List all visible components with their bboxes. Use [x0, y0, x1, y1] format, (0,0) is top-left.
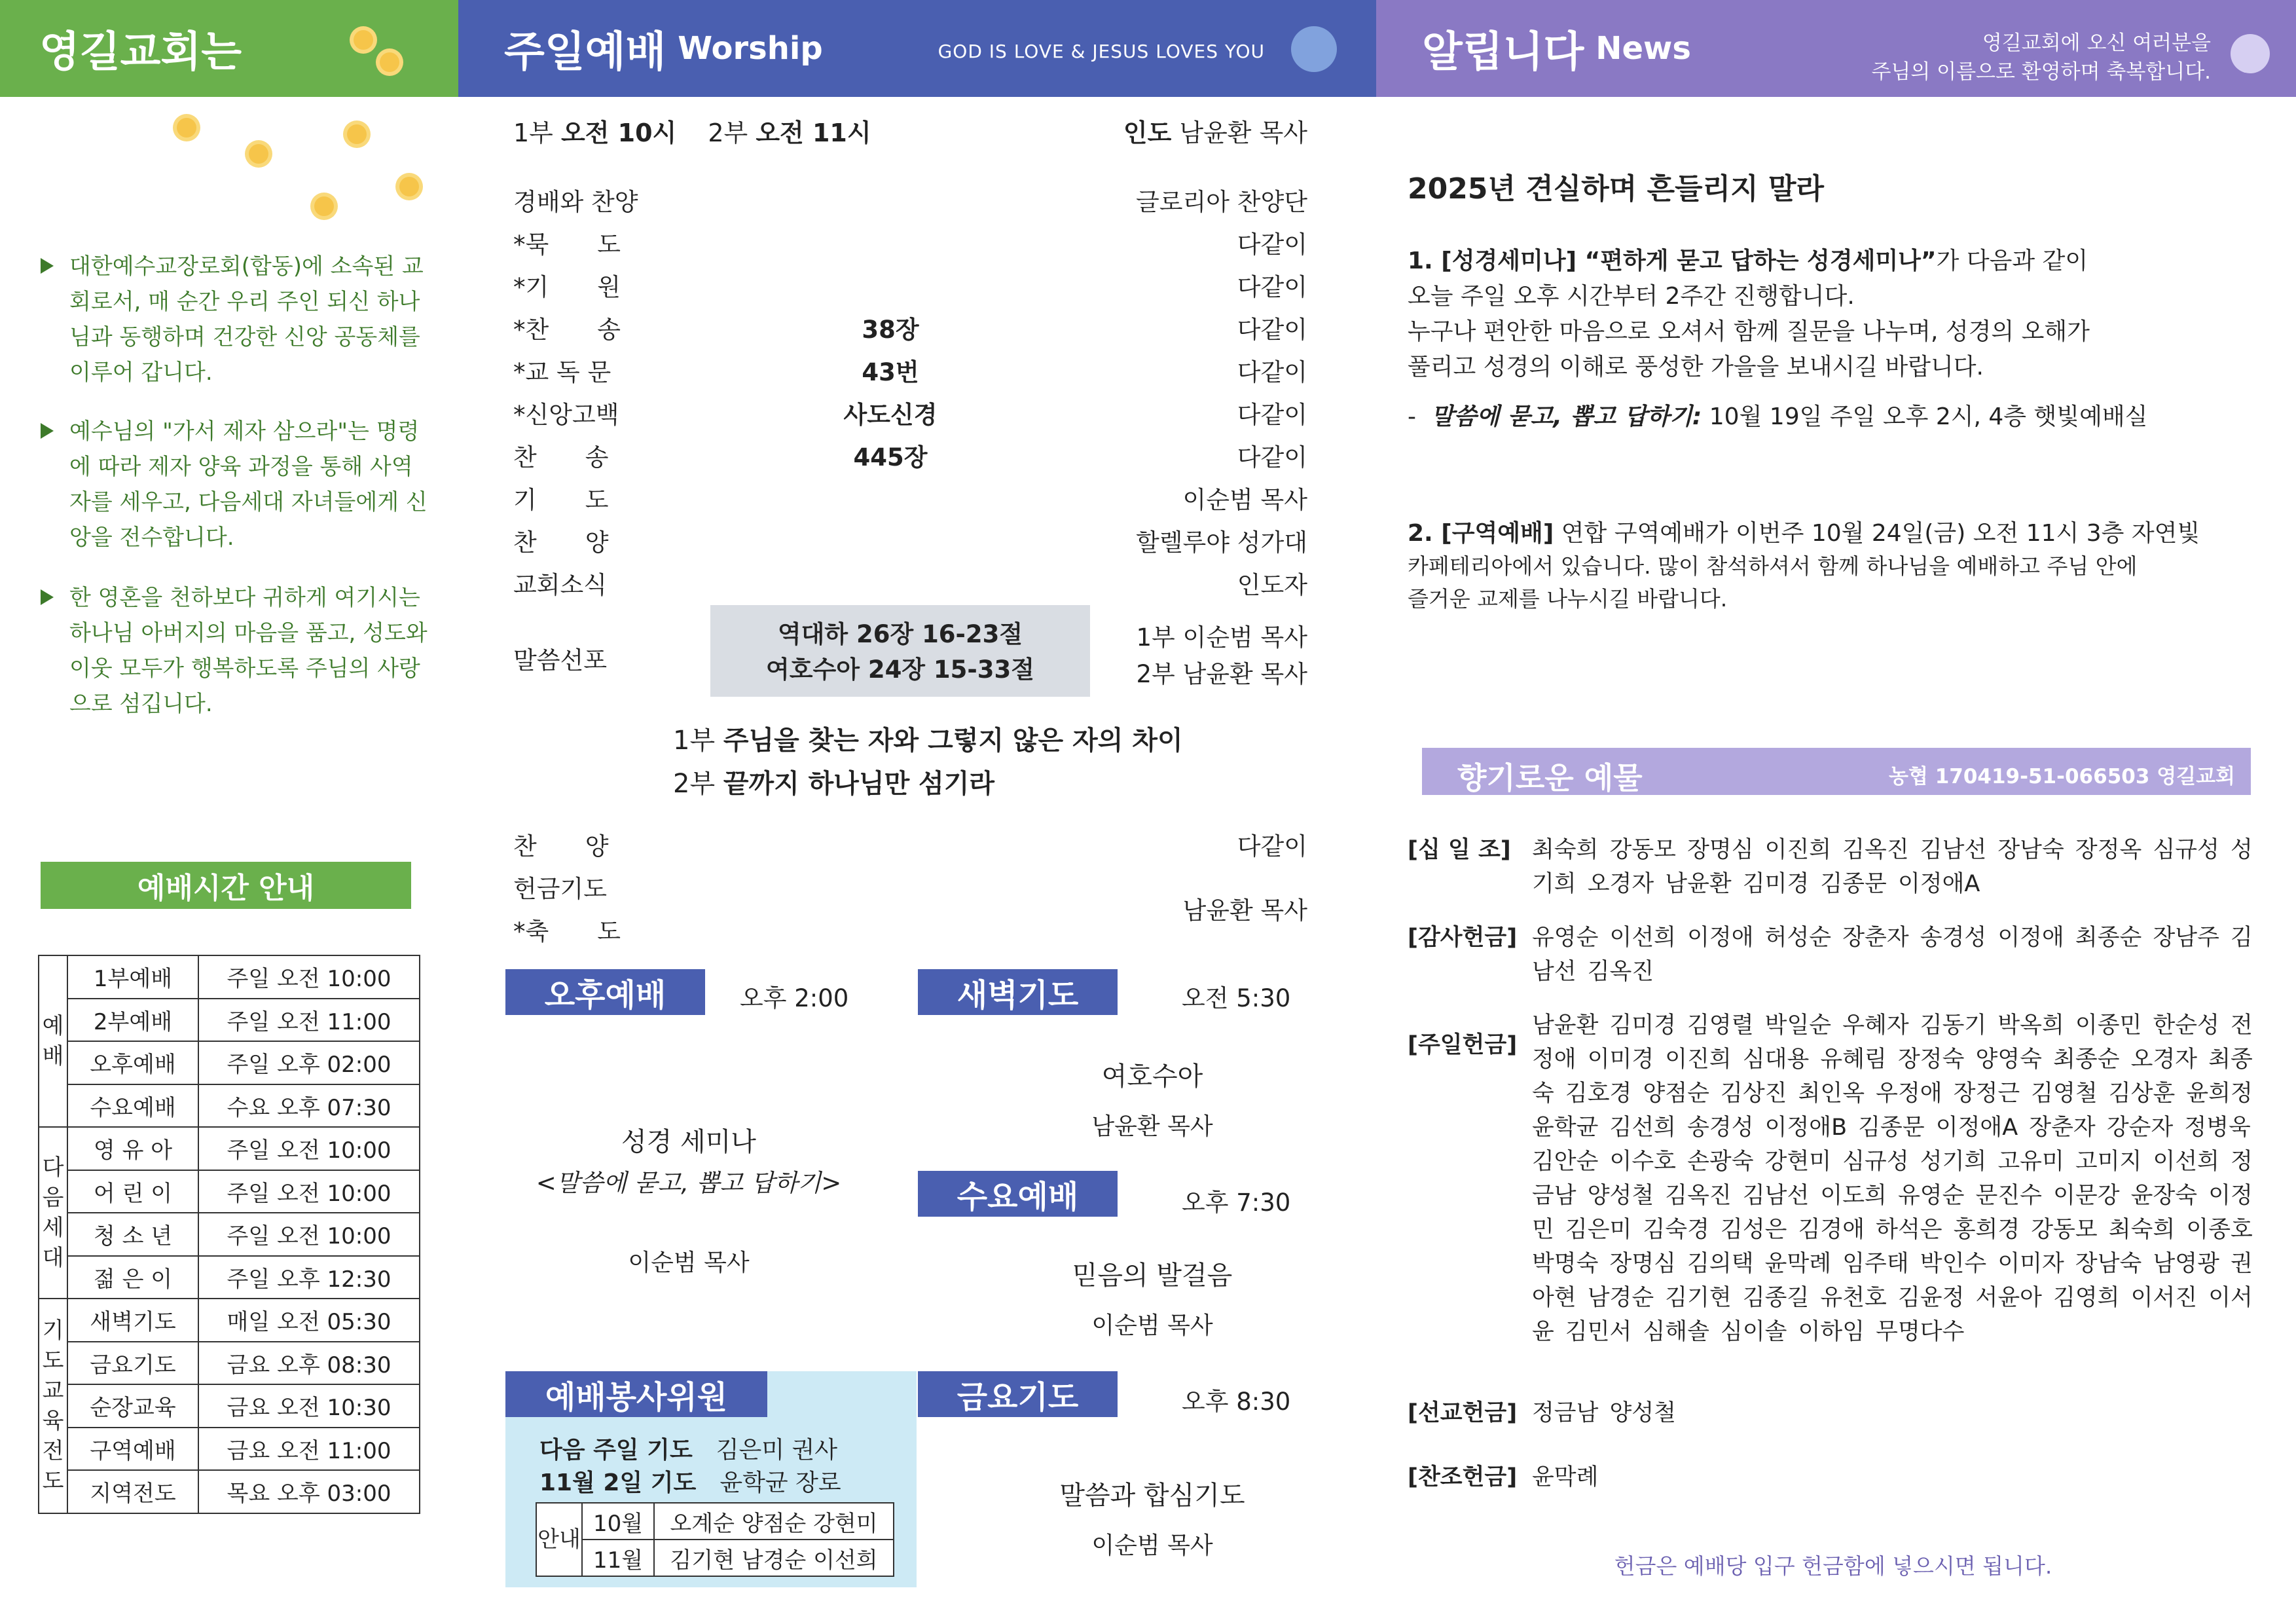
flower-icon — [380, 52, 399, 72]
order-item-label: 찬 양 — [513, 832, 609, 860]
flower-icon — [354, 30, 373, 50]
schedule-row — [39, 1342, 420, 1385]
tag-wednesday-worship: 수요예배 — [918, 1171, 1118, 1217]
schedule-group: 다음세대 — [39, 1127, 67, 1299]
schedule-name: 오후예배 — [67, 1041, 198, 1084]
schedule-row — [39, 1170, 420, 1213]
triangle-bullet-icon — [41, 589, 54, 605]
news-title: 알립니다 — [1422, 28, 1584, 77]
tag-service-committee: 예배봉사위원 — [505, 1371, 767, 1417]
flower-icon — [1291, 26, 1337, 72]
friday-time: 오후 8:30 — [1182, 1388, 1291, 1416]
order-item-leader: 다같이 — [1237, 231, 1307, 259]
schedule-name: 어 린 이 — [67, 1170, 198, 1213]
schedule-name: 순장교육 — [67, 1384, 198, 1428]
service-times: 1부 오전 10시 2부 오전 11시 — [513, 119, 871, 147]
triangle-bullet-icon — [41, 423, 54, 439]
schedule-row — [39, 1213, 420, 1256]
wednesday-time: 오후 7:30 — [1182, 1189, 1291, 1217]
schedule-row — [39, 999, 420, 1042]
order-item-label: 교회소식 — [513, 571, 607, 599]
schedule-name: 지역전도 — [67, 1470, 198, 1513]
usher-table: 안내 10월 오계순 양점순 강현미 11월 김기현 남경순 이선희 — [536, 1502, 894, 1577]
order-item-detail: 43번 — [862, 358, 919, 386]
news-header — [1376, 0, 2296, 97]
schedule-group: 기도교육전도 — [39, 1299, 67, 1513]
order-item-label: 경배와 찬양 — [513, 188, 638, 216]
order-item-leader: 할렐루야 성가대 — [1136, 528, 1307, 557]
schedule-time: 주일 오후 12:30 — [198, 1256, 420, 1299]
dawn-time: 오전 5:30 — [1182, 984, 1291, 1012]
wednesday-title: 믿음의 발걸음 — [1072, 1261, 1233, 1291]
dawn-speaker: 남윤환 목사 — [1091, 1113, 1213, 1140]
order-item-label: 찬 송 — [513, 443, 609, 471]
order-item-label: *묵 도 — [513, 231, 621, 259]
service-committee-box — [505, 1371, 917, 1587]
tag-friday-prayer: 금요기도 — [918, 1371, 1118, 1417]
triangle-bullet-icon — [41, 258, 54, 274]
offering-header — [1422, 748, 2251, 795]
church-intro-title: 영길교회는 — [39, 28, 242, 77]
order-item-leader: 글로리아 찬양단 — [1136, 188, 1307, 216]
order-item-leader: 다같이 — [1237, 401, 1307, 429]
schedule-time: 주일 오전 11:00 — [198, 999, 420, 1042]
intro-item: 한 영혼을 천하보다 귀하게 여기시는 하나님 아버지의 마음을 품고, 성도와 이웃 모두가 행복하도록 주님의 사랑으로 섬깁니다. — [41, 580, 433, 722]
schedule-time: 금요 오후 08:30 — [198, 1342, 420, 1385]
order-item-leader: 다같이 — [1237, 316, 1307, 344]
friday-title: 말씀과 합심기도 — [1059, 1481, 1245, 1511]
worship-title: 주일예배 — [504, 28, 666, 77]
flower-icon — [399, 177, 419, 196]
offering-footer: 헌금은 예배당 입구 헌금함에 넣으시면 됩니다. — [1614, 1553, 2052, 1579]
order-item-leader: 다같이 — [1237, 443, 1307, 471]
schedule-time: 매일 오전 05:30 — [198, 1299, 420, 1342]
worship-motto: GOD IS LOVE & JESUS LOVES YOU — [938, 41, 1265, 62]
schedule-row — [39, 1470, 420, 1513]
order-item-leader: 인도자 — [1237, 571, 1307, 599]
friday-speaker: 이순범 목사 — [1091, 1532, 1213, 1559]
schedule-name: 젊 은 이 — [67, 1256, 198, 1299]
afternoon-title: 성경 세미나 — [621, 1127, 756, 1157]
preachers: 1부 이순범 목사 2부 남윤환 목사 — [1136, 623, 1307, 688]
service-leader: 인도 남윤환 목사 — [1123, 119, 1307, 147]
order-item-leader: 다같이 — [1237, 273, 1307, 301]
flower-icon — [177, 118, 196, 138]
offering-title: 향기로운 예물 — [1457, 760, 1643, 796]
wednesday-speaker: 이순범 목사 — [1091, 1312, 1213, 1339]
order-item-label: *교 독 문 — [513, 358, 611, 386]
afternoon-speaker: 이순범 목사 — [628, 1249, 750, 1276]
guide-label: 안내 — [536, 1503, 582, 1576]
schedule-name: 영 유 아 — [67, 1127, 198, 1170]
schedule-row — [39, 1428, 420, 1471]
snowflake-icon — [2231, 34, 2270, 73]
intro-item: 대한예수교장로회(합동)에 소속된 교회로서, 매 순간 우리 주인 되신 하나님과 동행하며 건강한 신앙 공동체를 이루어 갑니다. — [41, 249, 433, 390]
tag-afternoon-worship: 오후예배 — [505, 969, 705, 1015]
schedule-time: 수요 오후 07:30 — [198, 1084, 420, 1128]
schedule-time: 금요 오전 11:00 — [198, 1428, 420, 1471]
sermon-titles: 1부 주님을 찾는 자와 그렇지 않은 자의 차이 2부 끝까지 하나님만 섬기라 — [673, 726, 1183, 799]
prayer-assignments: 다음 주일 기도 김은미 권사 11월 2일 기도 윤학균 장로 — [539, 1437, 841, 1496]
order-item-detail: 38장 — [862, 316, 919, 344]
order-item-leader: 이순범 목사 — [1182, 486, 1307, 514]
schedule-row — [39, 1084, 420, 1128]
tag-dawn-prayer: 새벽기도 — [918, 969, 1118, 1015]
news-item-2: 2. [구역예배] 연합 구역예배가 이번주 10월 24일(금) 오전 11시 3층 자연빛 카페테리아에서 있습니다. 많이 참석하셔서 함께 하나님을 예배하고 주님 안에 즐거운 교제를 나누시길 바랍니다. — [1408, 520, 2200, 612]
schedule-row — [39, 955, 420, 999]
order-label: 말씀선포 — [513, 646, 607, 674]
scripture-box: 역대하 26장 16-23절 여호수아 24장 15-33절 — [710, 605, 1090, 697]
schedule-time: 주일 오전 10:00 — [198, 1127, 420, 1170]
year-theme: 2025년 견실하며 흔들리지 말라 — [1408, 172, 1824, 206]
order-item-label: *축 도 — [513, 917, 621, 946]
afternoon-time: 오후 2:00 — [740, 984, 849, 1012]
schedule-time: 주일 오후 02:00 — [198, 1041, 420, 1084]
schedule-name: 청 소 년 — [67, 1213, 198, 1256]
order-item-label: 찬 양 — [513, 528, 609, 557]
afternoon-subtitle: <말씀에 묻고, 뽑고 답하기> — [536, 1169, 842, 1197]
schedule-name: 1부예배 — [67, 955, 198, 999]
flower-icon — [249, 144, 268, 164]
schedule-row — [39, 1127, 420, 1170]
benediction-pastor: 남윤환 목사 — [1182, 896, 1307, 925]
order-item-label: *찬 송 — [513, 316, 621, 344]
order-item-label: *기 원 — [513, 273, 621, 301]
schedule-name: 2부예배 — [67, 999, 198, 1042]
order-item-label: 헌금기도 — [513, 875, 607, 903]
worship-schedule-table — [38, 955, 420, 1514]
schedule-time: 주일 오전 10:00 — [198, 1170, 420, 1213]
schedule-time: 목요 오후 03:00 — [198, 1470, 420, 1513]
schedule-row — [39, 1256, 420, 1299]
news-item-1: 1. [성경세미나] “편하게 묻고 답하는 성경세미나”가 다음과 같이 오늘 주일 오후 시간부터 2주간 진행합니다. 누구나 편안한 마음으로 오셔서 함께 질문을 나누며, 성경의 오해가 풀리고 성경의 이해로 풍성한 가을을 보내시길 바랍니다. - 말씀에 묻고, 뽑고 답하기: 10월 19일 주일 오후 2시, 4층 햇빛예배실 — [1408, 248, 2148, 430]
worship-title-en: Worship — [678, 30, 823, 67]
welcome-message: 영길교회에 오신 여러분을 주님의 이름으로 환영하며 축복합니다. — [1871, 31, 2211, 84]
schedule-time: 금요 오전 10:30 — [198, 1384, 420, 1428]
dawn-title: 여호수아 — [1101, 1061, 1203, 1092]
schedule-row — [39, 1041, 420, 1084]
schedule-row — [39, 1384, 420, 1428]
flower-icon — [314, 196, 334, 216]
order-item-label: 기 도 — [513, 486, 609, 514]
schedule-time: 주일 오전 10:00 — [198, 1213, 420, 1256]
schedule-name: 금요기도 — [67, 1342, 198, 1385]
order-item-leader: 다같이 — [1237, 358, 1307, 386]
schedule-name: 수요예배 — [67, 1084, 198, 1128]
intro-item: 예수님의 "가서 제자 삼으라"는 명령에 따라 제자 양육 과정을 통해 사역자를 세우고, 다음세대 자녀들에게 신앙을 전수합니다. — [41, 414, 433, 555]
flower-icon — [347, 124, 367, 144]
schedule-group: 예배 — [39, 955, 67, 1127]
order-item-label: *신앙고백 — [513, 401, 619, 429]
order-item-detail: 사도신경 — [843, 401, 938, 429]
schedule-name: 새벽기도 — [67, 1299, 198, 1342]
order-item-leader: 다같이 — [1237, 832, 1307, 860]
flower-decoration — [151, 105, 458, 236]
order-item-detail: 445장 — [853, 443, 928, 471]
bank-account: 농협 170419-51-066503 영길교회 — [1889, 765, 2235, 788]
news-title-en: News — [1595, 30, 1691, 67]
schedule-name: 구역예배 — [67, 1428, 198, 1471]
worship-header — [458, 0, 1376, 97]
schedule-time: 주일 오전 10:00 — [198, 955, 420, 999]
left-header — [0, 0, 458, 97]
schedule-row — [39, 1299, 420, 1342]
schedule-title: 예배시간 안내 — [41, 862, 411, 909]
